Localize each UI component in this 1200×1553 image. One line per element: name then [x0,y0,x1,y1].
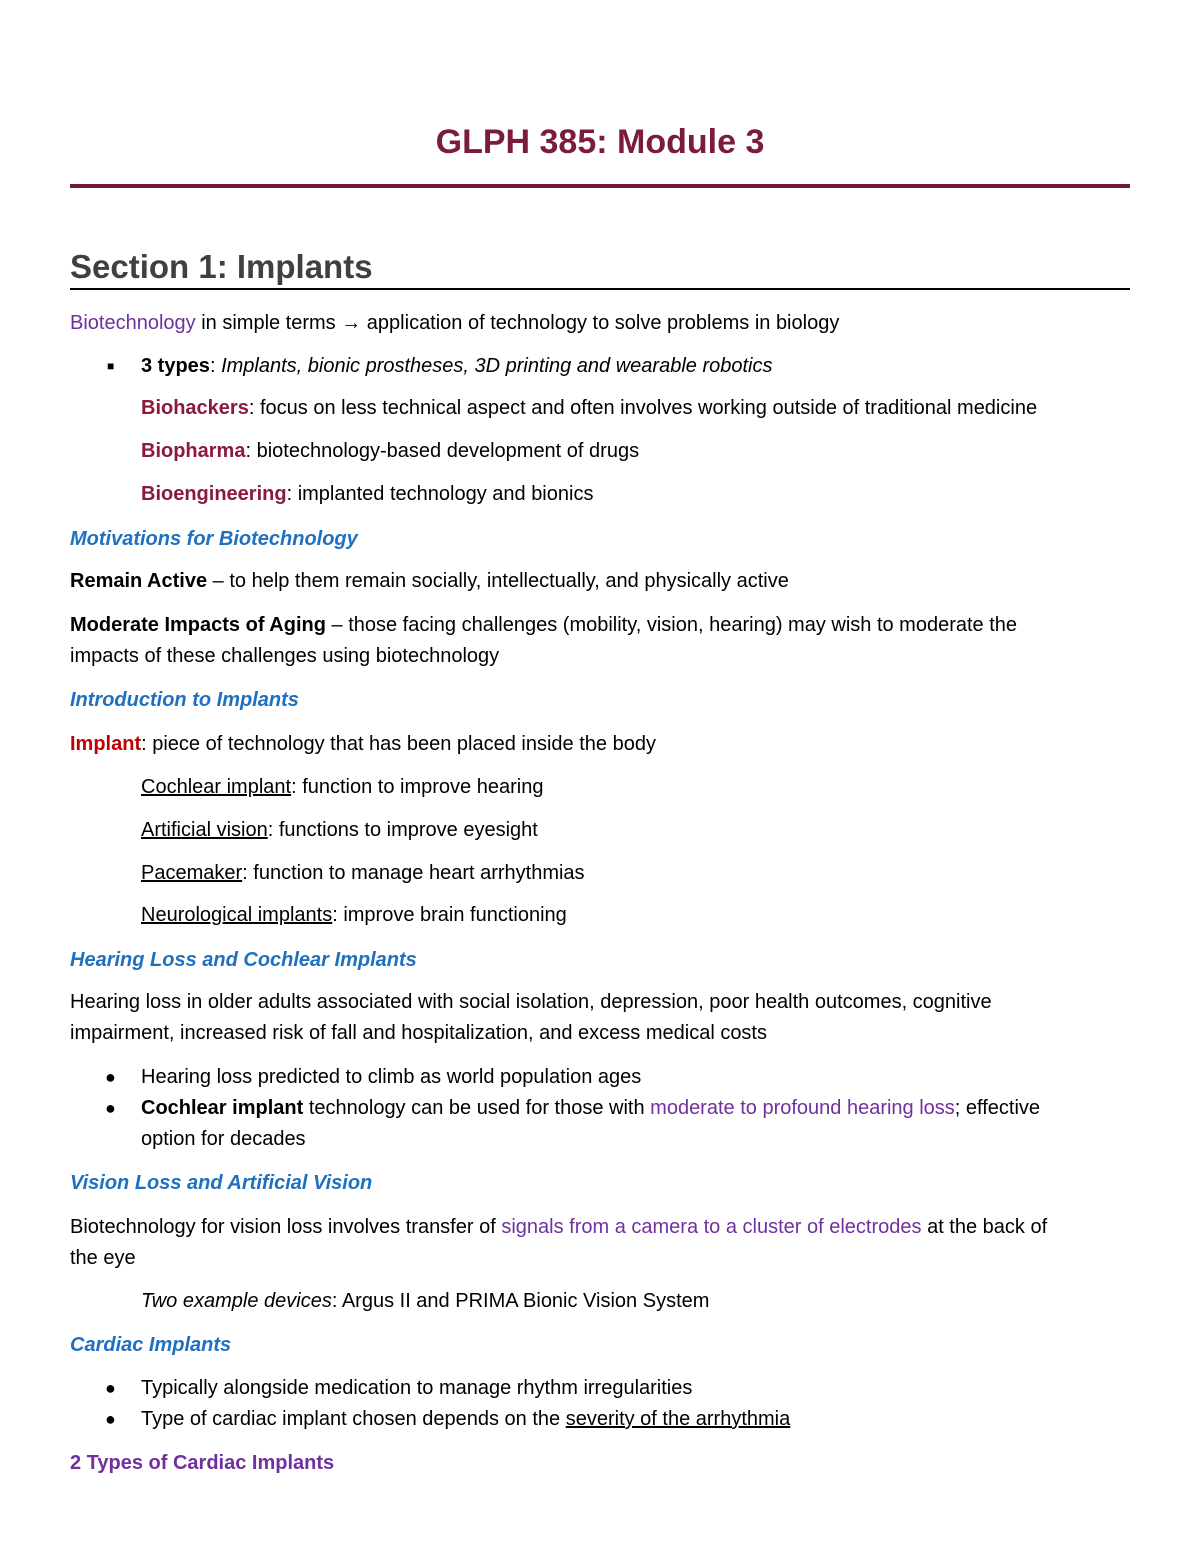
implant-item-vision: Artificial vision: functions to improve eyesight [141,819,538,841]
vision-heading: Vision Loss and Artificial Vision [70,1172,373,1194]
section-heading: Section 1: Implants [70,248,373,285]
def-biohackers: Biohackers: focus on less technical aspect and often involves working outside of traditional medicine [141,397,1038,419]
intro-paragraph: Biotechnology in simple terms → application of technology to solve problems in biology [70,312,840,334]
section-rule [70,288,1130,290]
implant-item-cochlear: Cochlear implant: function to improve hearing [141,776,544,798]
hearing-bullet-1: Hearing loss predicted to climb as world population ages [141,1066,642,1088]
hearing-bullet-2-line2: option for decades [141,1128,306,1150]
hearing-heading: Hearing Loss and Cochlear Implants [70,949,417,971]
page-title: GLPH 385: Module 3 [435,123,765,161]
cardiac-types-heading: 2 Types of Cardiac Implants [70,1452,335,1474]
bullet-icon: ● [105,1067,116,1087]
vision-example-devices: Two example devices: Argus II and PRIMA Bionic Vision System [141,1290,710,1312]
implant-item-pacemaker: Pacemaker: function to manage heart arrhythmias [141,862,585,884]
types-item: 3 types: Implants, bionic prostheses, 3D printing and wearable robotics [141,355,773,377]
implant-item-neurological: Neurological implants: improve brain functioning [141,904,567,926]
motivation-remain-active: Remain Active – to help them remain socially, intellectually, and physically active [70,570,789,592]
implants-heading: Introduction to Implants [70,689,299,711]
hearing-bullet-2: Cochlear implant technology can be used for those with moderate to profound hearing loss; effective [141,1097,1041,1119]
bullet-icon: ■ [107,359,115,373]
vision-paragraph-line1: Biotechnology for vision loss involves transfer of signals from a camera to a cluster of electrodes at the back of [70,1216,1048,1238]
motivation-aging-line1: Moderate Impacts of Aging – those facing challenges (mobility, vision, hearing) may wish to moderate the [70,614,1018,636]
cardiac-heading: Cardiac Implants [70,1334,232,1356]
hearing-paragraph-line2: impairment, increased risk of fall and hospitalization, and excess medical costs [70,1022,767,1044]
bullet-icon: ● [105,1098,116,1118]
def-bioengineering: Bioengineering: implanted technology and bionics [141,483,594,505]
bullet-icon: ● [105,1409,116,1429]
vision-paragraph-line2: the eye [70,1247,136,1269]
cardiac-bullet-1: Typically alongside medication to manage rhythm irregularities [141,1377,693,1399]
motivation-aging-line2: impacts of these challenges using biotechnology [70,645,500,667]
arrow-icon: → [341,312,362,334]
def-biopharma: Biopharma: biotechnology-based development of drugs [141,440,640,462]
bullet-icon: ● [105,1378,116,1398]
implant-definition: Implant: piece of technology that has been placed inside the body [70,733,656,755]
title-rule [70,184,1130,188]
motivations-heading: Motivations for Biotechnology [70,528,358,550]
intro-term: Biotechnology [70,312,196,334]
hearing-paragraph-line1: Hearing loss in older adults associated with social isolation, depression, poor health outcomes, cognitive [70,991,992,1013]
cardiac-bullet-2: Type of cardiac implant chosen depends on the severity of the arrhythmia [141,1408,791,1430]
